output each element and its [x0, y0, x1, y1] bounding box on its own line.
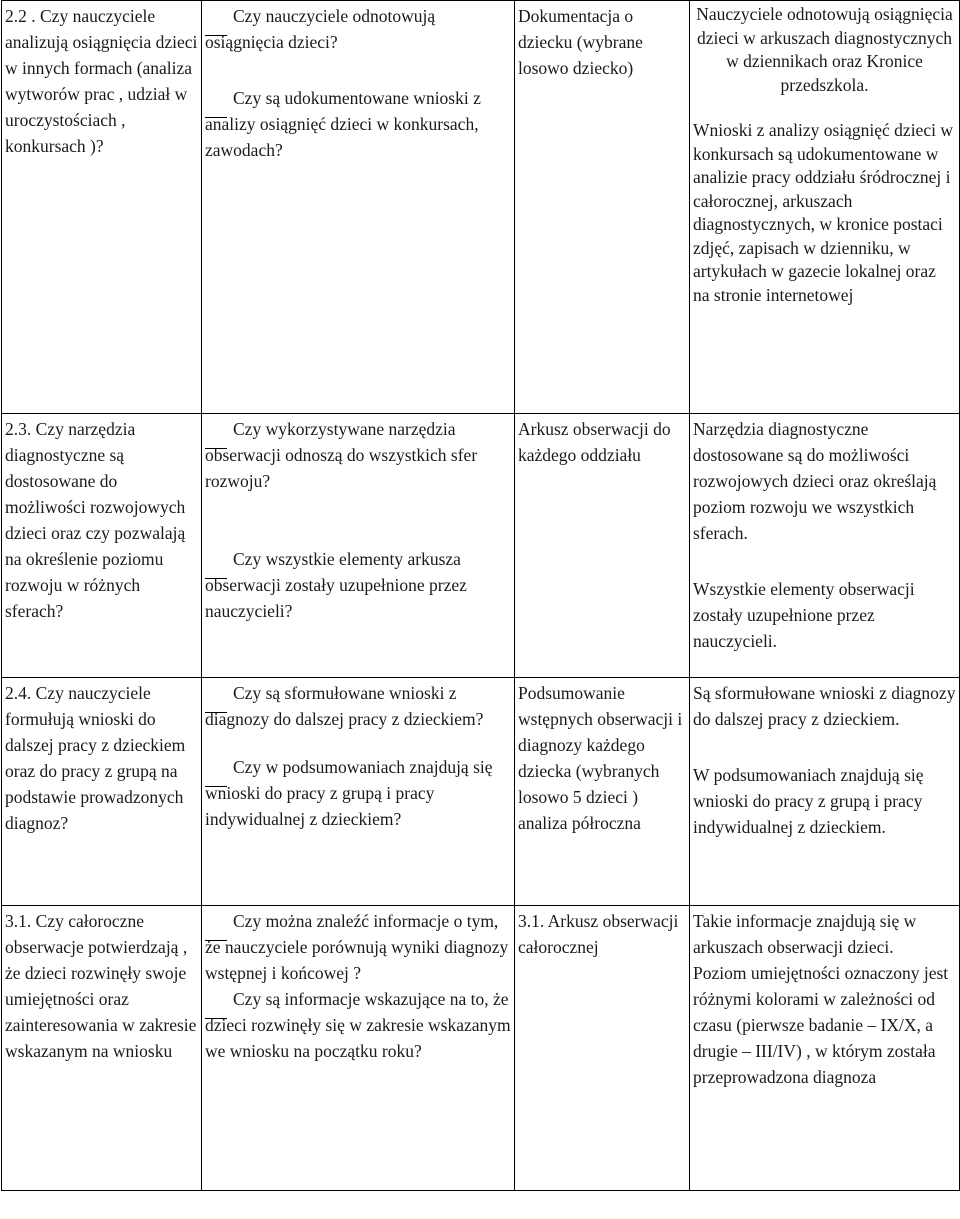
table-row	[2, 1, 960, 414]
question-item: Czy są sformułowane wnioski z diagnozy do dalszej pracy z dzieckiem?	[205, 683, 484, 729]
table-row	[2, 678, 960, 906]
finding-item: W podsumowaniach znajdują się wnioski do pracy z grupą i pracy indywidualnej z dzieckiem.	[693, 765, 924, 837]
question-item: Czy wszystkie elementy arkusza obserwacji zostały uzupełnione przez nauczycieli?	[205, 549, 467, 621]
findings-cell	[690, 1, 960, 414]
question-item: Czy są informacje wskazujące na to, że dzieci rozwinęły się w zakresie wskazanym we wniosku na początku roku?	[205, 989, 511, 1061]
criterion-cell	[2, 1, 202, 414]
question-item: Czy w podsumowaniach znajdują się wnioski do pracy z grupą i pracy indywidualnej z dzieckiem?	[205, 757, 493, 829]
finding-item: Takie informacje znajdują się w arkuszach obserwacji dzieci.	[693, 911, 917, 957]
question-item: Czy wykorzystywane narzędzia obserwacji odnoszą do wszystkich sfer rozwoju?	[205, 419, 478, 491]
question-item: Czy można znaleźć informacje o tym, że nauczyciele porównują wyniki diagnozy wstępnej i końcowej ?	[205, 911, 509, 983]
question-item: Czy nauczyciele odnotowują osiągnięcia dzieci?	[205, 6, 436, 52]
criterion-text: 3.1. Czy całoroczne obserwacje potwierdzają , że dzieci rozwinęły swoje umiejętności oraz zainteresowania w zakresie wskazanym na wniosku	[5, 911, 197, 1061]
criterion-text: 2.3. Czy narzędzia diagnostyczne są dostosowane do możliwości rozwojowych dzieci oraz czy pozwalają na określenie poziomu rozwoju w różnych sferach?	[5, 419, 186, 621]
source-cell	[515, 1, 690, 414]
finding-item: Są sformułowane wnioski z diagnozy do dalszej pracy z dzieckiem.	[693, 683, 956, 729]
source-text: Podsumowanie wstępnych obserwacji i diagnozy każdego dziecka (wybranych losowo 5 dzieci ) analiza półroczna	[518, 683, 683, 833]
source-cell	[515, 678, 690, 906]
criterion-cell	[2, 906, 202, 1191]
finding-item: Nauczyciele odnotowują osiągnięcia dzieci w arkuszach diagnostycznych w dziennikach oraz Kronice przedszkola.	[696, 4, 953, 95]
findings-cell	[690, 678, 960, 906]
question-item: Czy są udokumentowane wnioski z analizy osiągnięć dzieci w konkursach, zawodach?	[205, 88, 481, 160]
source-text: Arkusz obserwacji do każdego oddziału	[518, 419, 671, 465]
table-row	[2, 906, 960, 1191]
criterion-text: 2.2 . Czy nauczyciele analizują osiągnięcia dzieci w innych formach (analiza wytworów prac , udział w uroczystościach , konkursach )?	[5, 6, 198, 156]
finding-item: Wszystkie elementy obserwacji zostały uzupełnione przez nauczycieli.	[693, 579, 915, 651]
finding-item: Poziom umiejętności oznaczony jest różnymi kolorami w zależności od czasu (pierwsze badanie – IX/X, a drugie – III/IV) , w którym została przeprowadzona diagnoza	[693, 963, 949, 1087]
source-cell	[515, 414, 690, 678]
source-text: 3.1. Arkusz obserwacji całorocznej	[518, 911, 679, 957]
table-row	[2, 414, 960, 678]
criterion-text: 2.4. Czy nauczyciele formułują wnioski do dalszej pracy z dzieckiem oraz do pracy z grupą na podstawie prowadzonych diagnoz?	[5, 683, 186, 833]
evaluation-table	[1, 0, 960, 1191]
questions-cell	[202, 906, 515, 1191]
criterion-cell	[2, 414, 202, 678]
questions-cell	[202, 678, 515, 906]
finding-item: Wnioski z analizy osiągnięć dzieci w konkursach są udokumentowane w analizie pracy oddziału śródrocznej i całorocznej, arkuszach diagnostycznych, w kronice postaci zdjęć, zapisach w dzienniku, w artykułach w gazecie lokalnej oraz na stronie internetowej	[693, 120, 953, 305]
findings-cell	[690, 414, 960, 678]
source-cell	[515, 906, 690, 1191]
finding-item: Narzędzia diagnostyczne dostosowane są do możliwości rozwojowych dzieci oraz określają poziom rozwoju we wszystkich sferach.	[693, 419, 937, 543]
questions-cell	[202, 414, 515, 678]
questions-cell	[202, 1, 515, 414]
findings-cell	[690, 906, 960, 1191]
source-text: Dokumentacja o dziecku (wybrane losowo dziecko)	[518, 6, 643, 78]
criterion-cell	[2, 678, 202, 906]
